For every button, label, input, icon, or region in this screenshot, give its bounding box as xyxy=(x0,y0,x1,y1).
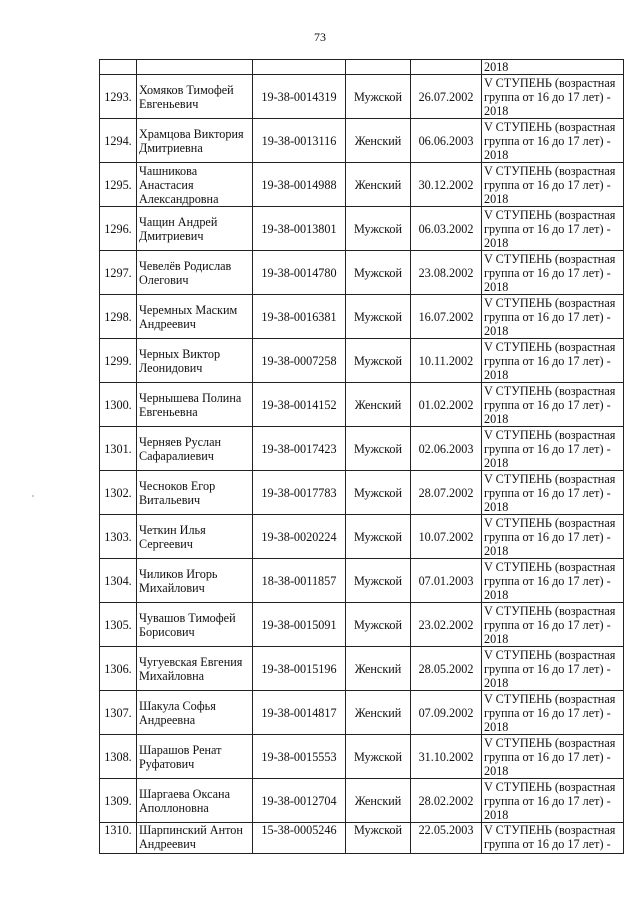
cell-number: 1300. xyxy=(100,383,137,427)
table-row xyxy=(100,251,624,295)
cell-sex: Женский xyxy=(346,163,411,207)
cell-certificate-id: 19-38-0014319 xyxy=(253,75,346,119)
cell-category: V СТУПЕНЬ (возрастная группа от 16 до 17 лет) - 2018 xyxy=(482,75,624,119)
cell-birth-date: 28.05.2002 xyxy=(411,647,482,691)
cell-number: 1293. xyxy=(100,75,137,119)
cell-category: V СТУПЕНЬ (возрастная группа от 16 до 17 лет) - 2018 xyxy=(482,119,624,163)
cell-sex: Мужской xyxy=(346,427,411,471)
table-row xyxy=(100,691,624,735)
table-row xyxy=(100,823,624,854)
cell-name: Шаргаева Оксана Аполлоновна xyxy=(137,779,253,823)
cell-sex: Мужской xyxy=(346,515,411,559)
cell-number: 1310. xyxy=(100,823,137,854)
cell-certificate-id: 19-38-0015091 xyxy=(253,603,346,647)
cell-name: Чащин Андрей Дмитриевич xyxy=(137,207,253,251)
table-row xyxy=(100,779,624,823)
cell-certificate-id: 19-38-0013801 xyxy=(253,207,346,251)
cell-sex: Мужской xyxy=(346,603,411,647)
cell-number xyxy=(100,60,137,75)
cell-birth-date: 07.01.2003 xyxy=(411,559,482,603)
cell-birth-date: 22.05.2003 xyxy=(411,823,482,854)
cell-category: V СТУПЕНЬ (возрастная группа от 16 до 17 лет) - 2018 xyxy=(482,251,624,295)
cell-name: Черных Виктор Леонидович xyxy=(137,339,253,383)
cell-certificate-id: 19-38-0014152 xyxy=(253,383,346,427)
cell-name: Чувашов Тимофей Борисович xyxy=(137,603,253,647)
cell-number: 1294. xyxy=(100,119,137,163)
table-row xyxy=(100,383,624,427)
cell-birth-date: 30.12.2002 xyxy=(411,163,482,207)
cell-name: Чугуевская Евгения Михайловна xyxy=(137,647,253,691)
table-row xyxy=(100,207,624,251)
cell-birth-date: 28.02.2002 xyxy=(411,779,482,823)
cell-category: V СТУПЕНЬ (возрастная группа от 16 до 17 лет) - 2018 xyxy=(482,603,624,647)
cell-category: V СТУПЕНЬ (возрастная группа от 16 до 17 лет) - xyxy=(482,823,624,854)
cell-sex: Женский xyxy=(346,691,411,735)
cell-category: V СТУПЕНЬ (возрастная группа от 16 до 17 лет) - 2018 xyxy=(482,207,624,251)
cell-number: 1302. xyxy=(100,471,137,515)
cell-birth-date: 23.02.2002 xyxy=(411,603,482,647)
table-row xyxy=(100,559,624,603)
cell-number: 1304. xyxy=(100,559,137,603)
table-row xyxy=(100,735,624,779)
cell-category: 2018 xyxy=(482,60,624,75)
cell-certificate-id: 19-38-0014817 xyxy=(253,691,346,735)
table-row xyxy=(100,427,624,471)
cell-certificate-id: 19-38-0015553 xyxy=(253,735,346,779)
cell-number: 1301. xyxy=(100,427,137,471)
cell-name: Четкин Илья Сергеевич xyxy=(137,515,253,559)
cell-category: V СТУПЕНЬ (возрастная группа от 16 до 17 лет) - 2018 xyxy=(482,779,624,823)
cell-name: Шарашов Ренат Руфатович xyxy=(137,735,253,779)
cell-category: V СТУПЕНЬ (возрастная группа от 16 до 17 лет) - 2018 xyxy=(482,383,624,427)
cell-certificate-id: 19-38-0016381 xyxy=(253,295,346,339)
cell-sex: Мужской xyxy=(346,251,411,295)
page-number: 73 xyxy=(314,30,326,44)
cell-birth-date: 02.06.2003 xyxy=(411,427,482,471)
cell-certificate-id: 15-38-0005246 xyxy=(253,823,346,854)
cell-number: 1305. xyxy=(100,603,137,647)
table-row xyxy=(100,163,624,207)
cell-birth-date: 23.08.2002 xyxy=(411,251,482,295)
cell-name: Шакула Софья Андреевна xyxy=(137,691,253,735)
cell-birth-date: 16.07.2002 xyxy=(411,295,482,339)
cell-certificate-id: 19-38-0017783 xyxy=(253,471,346,515)
table-row xyxy=(100,75,624,119)
cell-birth-date: 10.11.2002 xyxy=(411,339,482,383)
cell-number: 1296. xyxy=(100,207,137,251)
table-row xyxy=(100,339,624,383)
cell-birth-date: 07.09.2002 xyxy=(411,691,482,735)
cell-sex: Мужской xyxy=(346,559,411,603)
cell-certificate-id xyxy=(253,60,346,75)
cell-name: Храмцова Виктория Дмитриевна xyxy=(137,119,253,163)
cell-number: 1303. xyxy=(100,515,137,559)
register-table xyxy=(99,59,624,854)
cell-sex: Мужской xyxy=(346,735,411,779)
cell-category: V СТУПЕНЬ (возрастная группа от 16 до 17 лет) - 2018 xyxy=(482,339,624,383)
cell-number: 1307. xyxy=(100,691,137,735)
cell-category: V СТУПЕНЬ (возрастная группа от 16 до 17 лет) - 2018 xyxy=(482,559,624,603)
register-table-body xyxy=(100,60,624,854)
cell-birth-date: 10.07.2002 xyxy=(411,515,482,559)
cell-birth-date: 31.10.2002 xyxy=(411,735,482,779)
cell-category: V СТУПЕНЬ (возрастная группа от 16 до 17 лет) - 2018 xyxy=(482,427,624,471)
cell-category: V СТУПЕНЬ (возрастная группа от 16 до 17 лет) - 2018 xyxy=(482,163,624,207)
cell-sex: Мужской xyxy=(346,339,411,383)
cell-birth-date xyxy=(411,60,482,75)
cell-name: Чернышева Полина Евгеньевна xyxy=(137,383,253,427)
cell-sex: Мужской xyxy=(346,75,411,119)
cell-number: 1297. xyxy=(100,251,137,295)
cell-sex: Мужской xyxy=(346,295,411,339)
cell-number: 1309. xyxy=(100,779,137,823)
cell-number: 1298. xyxy=(100,295,137,339)
cell-sex: Женский xyxy=(346,647,411,691)
table-row xyxy=(100,119,624,163)
table-row xyxy=(100,471,624,515)
cell-birth-date: 26.07.2002 xyxy=(411,75,482,119)
cell-sex xyxy=(346,60,411,75)
cell-name: Чашникова Анастасия Александровна xyxy=(137,163,253,207)
cell-name: Черемных Маским Андреевич xyxy=(137,295,253,339)
cell-birth-date: 01.02.2002 xyxy=(411,383,482,427)
cell-certificate-id: 19-38-0007258 xyxy=(253,339,346,383)
cell-name xyxy=(137,60,253,75)
cell-name: Чесноков Егор Витальевич xyxy=(137,471,253,515)
cell-category: V СТУПЕНЬ (возрастная группа от 16 до 17 лет) - 2018 xyxy=(482,735,624,779)
table-row xyxy=(100,295,624,339)
cell-number: 1306. xyxy=(100,647,137,691)
cell-name: Чиликов Игорь Михайлович xyxy=(137,559,253,603)
continued-row xyxy=(100,60,624,75)
cell-name: Хомяков Тимофей Евгеньевич xyxy=(137,75,253,119)
cell-birth-date: 06.06.2003 xyxy=(411,119,482,163)
cell-certificate-id: 19-38-0015196 xyxy=(253,647,346,691)
cell-category: V СТУПЕНЬ (возрастная группа от 16 до 17 лет) - 2018 xyxy=(482,691,624,735)
cell-sex: Женский xyxy=(346,119,411,163)
cell-birth-date: 06.03.2002 xyxy=(411,207,482,251)
cell-sex: Женский xyxy=(346,779,411,823)
cell-number: 1299. xyxy=(100,339,137,383)
table-row xyxy=(100,515,624,559)
cell-sex: Мужской xyxy=(346,471,411,515)
cell-certificate-id: 19-38-0014988 xyxy=(253,163,346,207)
cell-birth-date: 28.07.2002 xyxy=(411,471,482,515)
scan-artifact xyxy=(32,495,34,497)
cell-sex: Женский xyxy=(346,383,411,427)
cell-certificate-id: 18-38-0011857 xyxy=(253,559,346,603)
cell-name: Чевелёв Родислав Олегович xyxy=(137,251,253,295)
cell-sex: Мужской xyxy=(346,207,411,251)
cell-certificate-id: 19-38-0020224 xyxy=(253,515,346,559)
cell-sex: Мужской xyxy=(346,823,411,854)
cell-name: Черняев Руслан Сафаралиевич xyxy=(137,427,253,471)
cell-number: 1308. xyxy=(100,735,137,779)
cell-category: V СТУПЕНЬ (возрастная группа от 16 до 17 лет) - 2018 xyxy=(482,515,624,559)
cell-number: 1295. xyxy=(100,163,137,207)
cell-category: V СТУПЕНЬ (возрастная группа от 16 до 17 лет) - 2018 xyxy=(482,471,624,515)
table-row xyxy=(100,647,624,691)
cell-name: Шарпинский Антон Андреевич xyxy=(137,823,253,854)
cell-certificate-id: 19-38-0013116 xyxy=(253,119,346,163)
cell-category: V СТУПЕНЬ (возрастная группа от 16 до 17 лет) - 2018 xyxy=(482,295,624,339)
cell-certificate-id: 19-38-0017423 xyxy=(253,427,346,471)
cell-category: V СТУПЕНЬ (возрастная группа от 16 до 17 лет) - 2018 xyxy=(482,647,624,691)
cell-certificate-id: 19-38-0014780 xyxy=(253,251,346,295)
cell-certificate-id: 19-38-0012704 xyxy=(253,779,346,823)
table-row xyxy=(100,603,624,647)
